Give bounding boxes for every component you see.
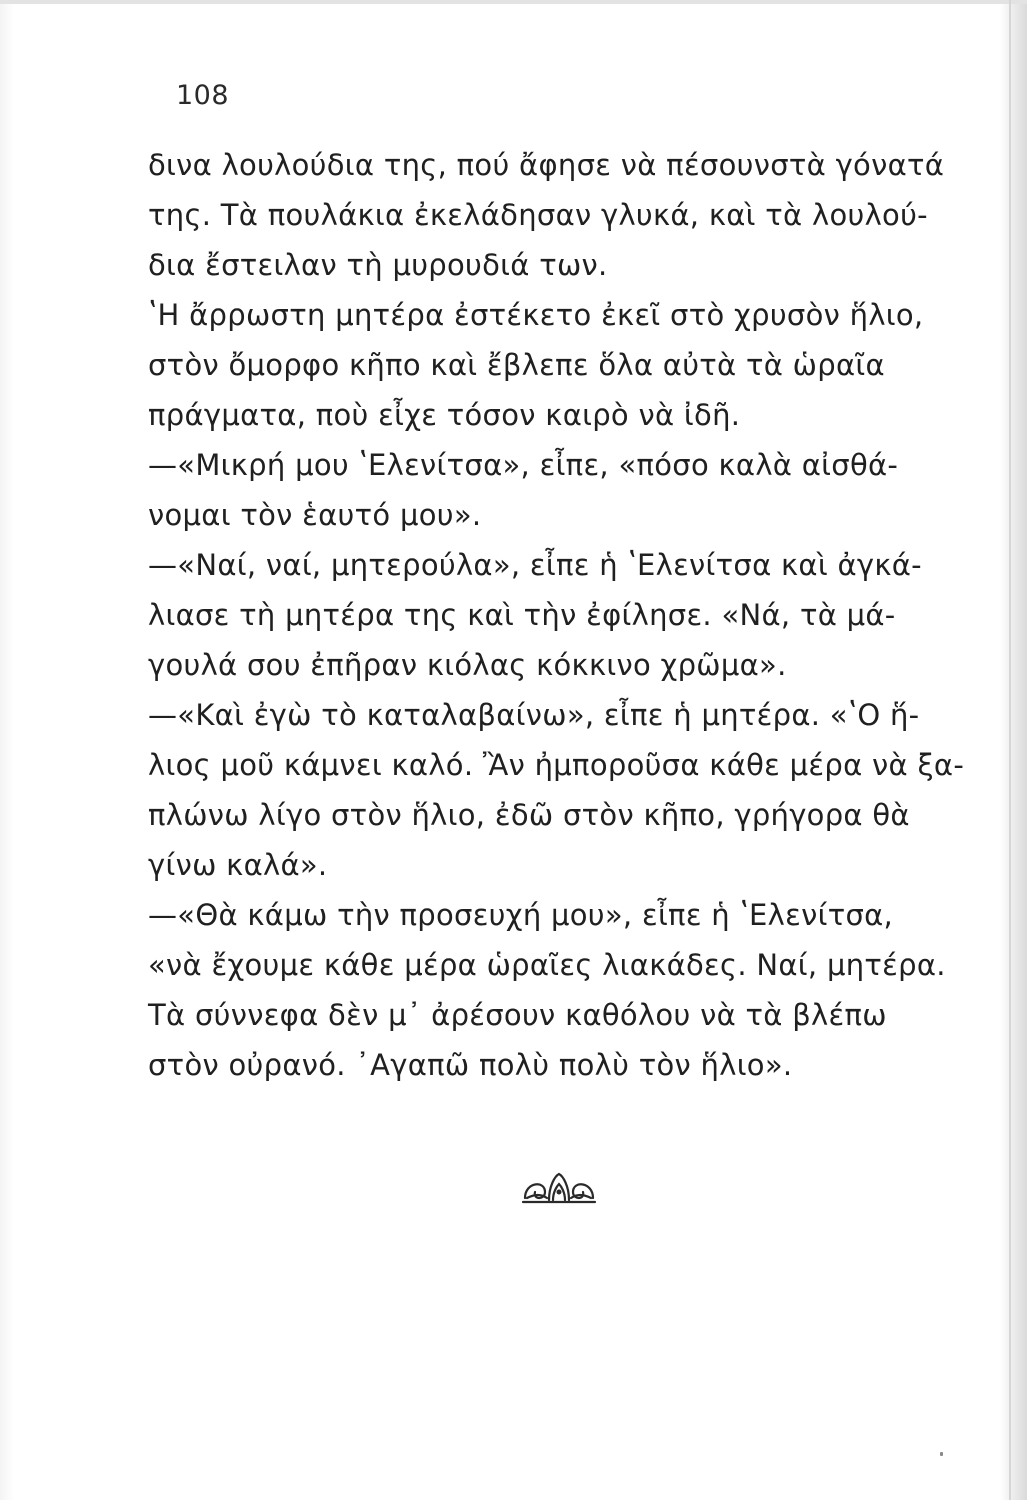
text-line: στὸν οὐρανό. ᾽Αγαπῶ πολὺ πολὺ τὸν ἥλιο». — [148, 1048, 793, 1082]
text-line: της. Τὰ πουλάκια ἐκελάδησαν γλυκά, καὶ τὰ λουλού- — [148, 198, 928, 232]
text-line: δινα λουλούδια της, πού ἄφησε νὰ πέσουνστὰ γόνατά — [148, 148, 945, 182]
body-text — [148, 140, 968, 1090]
text-line: στὸν ὄμορφο κῆπο καὶ ἔβλεπε ὅλα αὐτὰ τὰ ὡραῖα — [148, 348, 885, 382]
text-line: ʽΗ ἄρρωστη μητέρα ἐστέκετο ἐκεῖ στὸ χρυσὸν ἥλιο, — [148, 298, 924, 332]
text-line: —«Θὰ κάμω τὴν προσευχή μου», εἶπε ἡ ʽΕλενίτσα, — [148, 898, 894, 932]
text-line: νομαι τὸν ἑαυτό μου». — [148, 498, 482, 532]
text-line: —«Καὶ ἐγὼ τὸ καταλαβαίνω», εἶπε ἡ μητέρα. «ʽΟ ἥ- — [148, 698, 920, 732]
text-line: πλώνω λίγο στὸν ἥλιο, ἐδῶ στὸν κῆπο, γρήγορα θὰ — [148, 798, 910, 832]
page-number: 108 — [176, 80, 230, 111]
text-line: «νὰ ἔχουμε κάθε μέρα ὡραῖες λιακάδες. Ναί, μητέρα. — [148, 948, 946, 982]
text-line: δια ἔστειλαν τὴ μυρουδιά των. — [148, 248, 608, 282]
text-line: γουλά σου ἐπῆραν κιόλας κόκκινο χρῶμα». — [148, 648, 787, 682]
text-line: Τὰ σύννεφα δὲν μ᾽ ἀρέσουν καθόλου νὰ τὰ βλέπω — [148, 998, 887, 1032]
floral-ornament-icon — [519, 1168, 599, 1208]
paper-speck — [940, 1452, 943, 1456]
page-right-edge — [1009, 0, 1011, 1500]
page-top-edge — [0, 0, 1027, 4]
text-line: λιασε τὴ μητέρα της καὶ τὴν ἐφίλησε. «Νά, τὰ μά- — [148, 598, 896, 632]
text-line: —«Ναί, ναί, μητερούλα», εἶπε ἡ ʽΕλενίτσα καὶ ἀγκά- — [148, 548, 922, 582]
text-line: —«Μικρή μου ʽΕλενίτσα», εἶπε, «πόσο καλὰ αἰσθά- — [148, 448, 899, 482]
text-line: γίνω καλά». — [148, 848, 328, 882]
text-line: λιος μοῦ κάμνει καλό. Ἂν ἠμποροῦσα κάθε μέρα νὰ ξα- — [148, 748, 965, 782]
text-line: πράγματα, ποὺ εἶχε τόσον καιρὸ νὰ ἰδῆ. — [148, 398, 741, 432]
